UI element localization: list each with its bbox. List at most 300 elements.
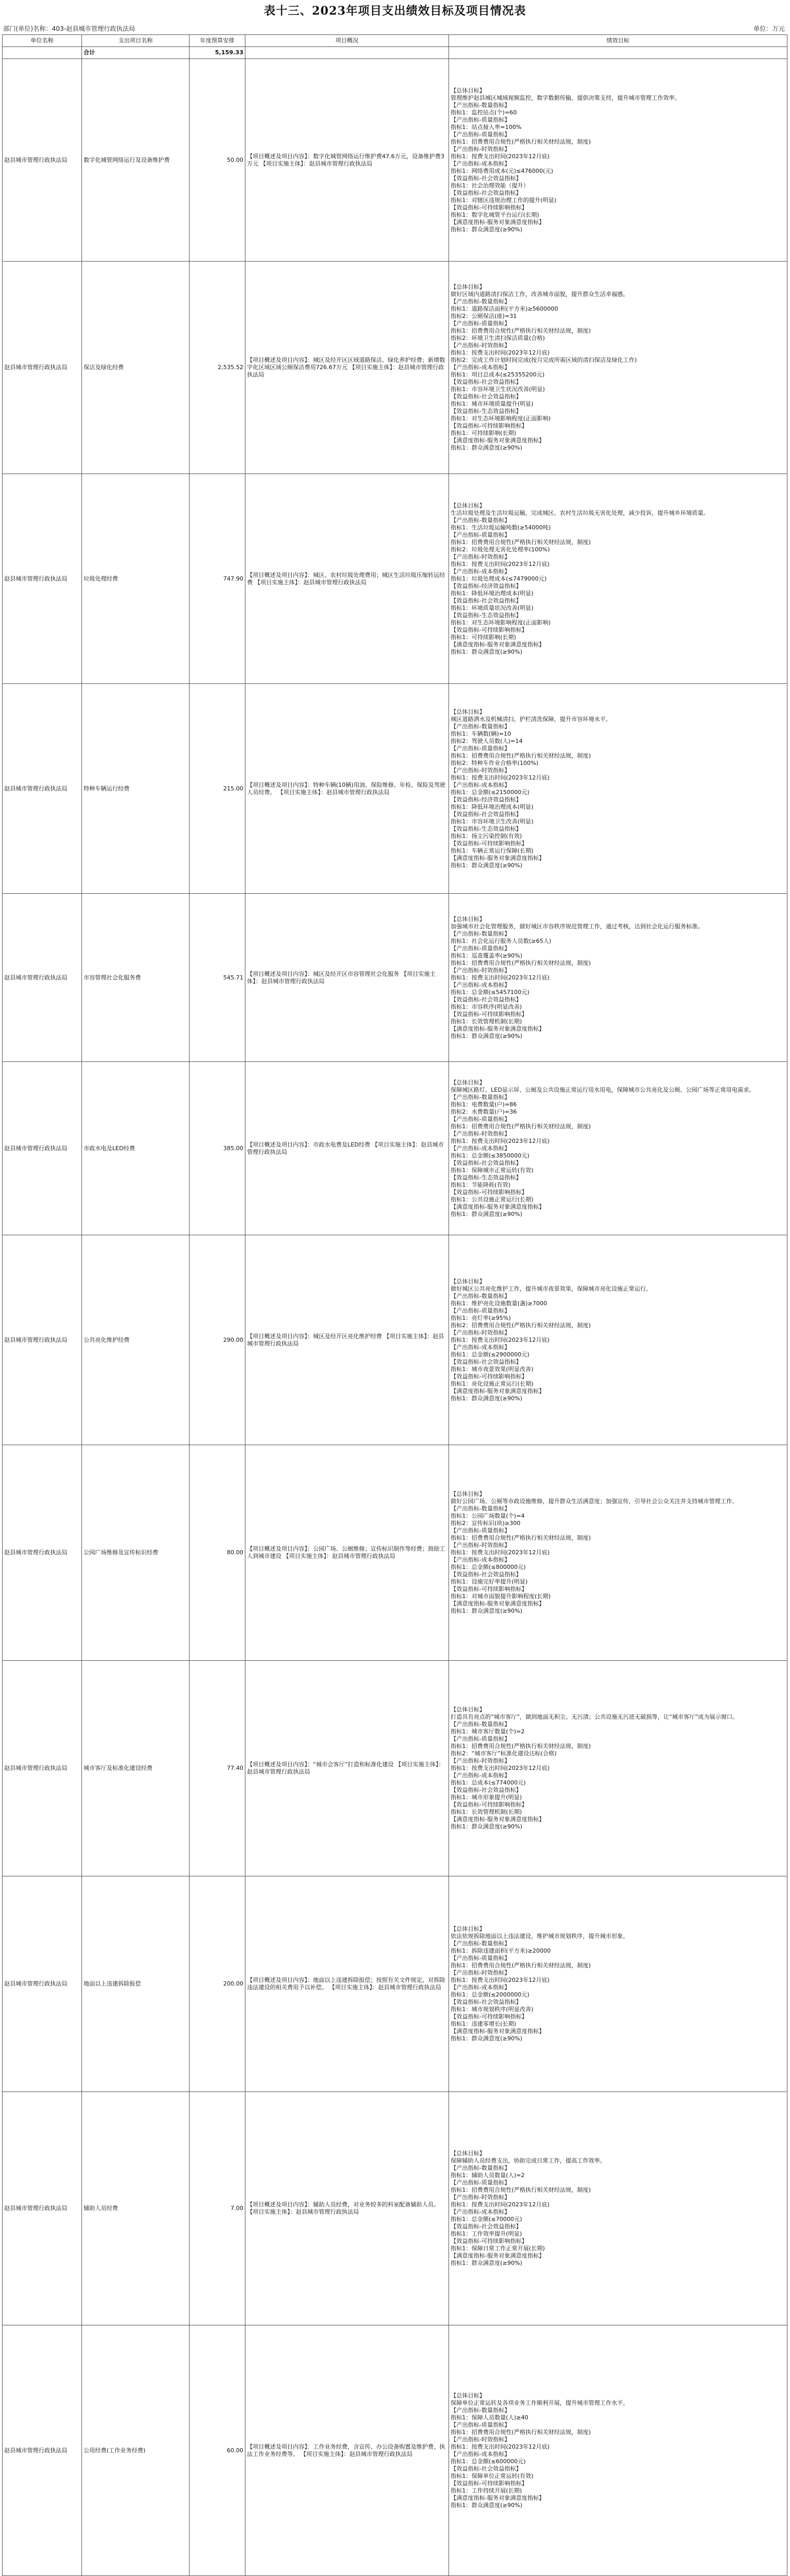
project-overview-cell: 【项目概述及项目内容】：城区及经开区亮化维护经费 【项目实施主体】：赵县城市管理行政执法局 (245, 1235, 449, 1445)
goal-line: 保障辅助人员经费支出，协助完成日常工作，提高工作效率。 (451, 2157, 606, 2164)
project-overview-cell: 【项目概述及项目内容】：城区及经开区市容管理社会化服务 【项目实施主体】：赵县城市管理行政执法局 (245, 894, 449, 1062)
goal-line: 【效益指标-生态效益指标】 (451, 825, 522, 832)
goal-line: 【产出指标-质量指标】 (451, 116, 510, 123)
goal-line: 指标1：群众满意度(≥90%) (451, 444, 523, 451)
goal-line: 指标1：生活垃圾运输吨数(≥54000吨) (451, 524, 551, 531)
goal-line: 【产出指标-数量指标】 (451, 1940, 510, 1947)
budget-cell: 7.00 (190, 2092, 245, 2325)
goal-line: 指标1：社会治理效能（提升） (451, 182, 529, 189)
goal-line: 指标1：电费数量(户)=86 (451, 1101, 517, 1108)
total-desc-cell (245, 47, 449, 59)
goal-line: 【产出指标-质量指标】 (451, 2421, 510, 2428)
goal-line: 指标1：垃圾处理成本(≤7479000元) (451, 575, 547, 582)
goal-line: 指标2：宣传标识(块)≥300 (451, 1520, 521, 1527)
project-name-cell: 保洁及绿化经费 (82, 262, 190, 474)
goal-line: 指标1：工作效率提升(明显) (451, 2230, 522, 2237)
table-row (3, 59, 787, 262)
goal-line: 【产出指标-数量指标】 (451, 1292, 510, 1299)
goal-line: 指标1：市容环境卫生改善(明显) (451, 818, 534, 825)
goal-line: 【效益指标-可持续影响指标】 (451, 1188, 527, 1196)
goal-line: 指标1：长效管理机制(长期) (451, 1018, 522, 1025)
goal-line: 指标1：群众满意度(≥90%) (451, 1823, 523, 1830)
goal-line: 【效益指标-可持续影响指标】 (451, 1373, 527, 1380)
table-row (3, 1235, 787, 1445)
project-name-cell: 市政水电及LED经费 (82, 1062, 190, 1235)
total-amount: 5,159.33 (190, 47, 245, 59)
goal-line: 【满意度指标-服务对象满意度指标】 (451, 1387, 545, 1395)
budget-cell: 545.71 (190, 894, 245, 1062)
goal-line: 指标1：城市环境质量提升(明显) (451, 400, 534, 407)
goal-line: 指标1：总金额(≤2900000元) (451, 1351, 529, 1358)
goal-line: 指标1：对辖区违规治理工作的提升(明显) (451, 196, 557, 204)
goal-line: 【产出指标-数量指标】 (451, 2165, 510, 2171)
goal-line: 指标1：节能降耗(有效) (451, 1181, 511, 1188)
unit-name-cell: 赵县城市管理行政执法局 (3, 1062, 82, 1235)
goal-line: 指标1：招费费用合规性(严格执行相关财经法规，制度) (451, 138, 591, 145)
goal-line: 指标1：对城市面貌提升影响程度(长期) (451, 1593, 551, 1600)
goal-line: 【产出指标-时效指标】 (451, 1969, 510, 1976)
goal-line: 【总体目标】 (451, 502, 485, 509)
goal-line: 【效益指标-可持续影响指标】 (451, 204, 527, 211)
goal-line: 指标1：按费支出时间(2023年12月底) (451, 1549, 550, 1556)
goal-line: 指标1：城市客厅数量(个)=2 (451, 1728, 525, 1735)
goal-line: 指标1：招费费用合规性(严格执行相关财经法规，制度) (451, 538, 591, 546)
goal-line: 【产出指标-数量指标】 (451, 298, 510, 305)
goal-line: 指标1：群众满意度(≥90%) (451, 1395, 523, 1402)
goal-line: 指标2：招费费用合规性(严格执行相关财经法规，制度) (451, 1321, 591, 1329)
performance-goal-cell (449, 1445, 787, 1661)
unit-name-cell: 赵县城市管理行政执法局 (3, 59, 82, 262)
goal-line: 指标2：垃圾处理无害化处理率(100%) (451, 546, 550, 553)
budget-cell: 60.00 (190, 2325, 245, 2576)
goal-line: 指标1：可持续影响(长期) (451, 430, 516, 436)
goal-line: 【效益指标-社会效益指标】 (451, 996, 522, 1003)
goal-line: 【效益指标-可持续影响指标】 (451, 626, 527, 633)
total-goal-cell (449, 47, 787, 59)
goal-line: 【总体目标】 (451, 2150, 485, 2157)
goal-line: 指标1：群众满意度(≥90%) (451, 2035, 523, 2042)
unit-name-cell: 赵县城市管理行政执法局 (3, 1235, 82, 1445)
goal-line: 【效益指标-社会效益指标】 (451, 2465, 522, 2472)
goal-line: 指标1：按费支出时间(2023年12月底) (451, 560, 550, 568)
table-row (3, 1062, 787, 1235)
goal-line: 指标1：总金额(≤2150000元) (451, 788, 529, 796)
column-header: 项目概况 (245, 35, 449, 47)
goal-line: 指标1：工作持续开展(长期) (451, 2487, 522, 2494)
goal-line: 指标1：招费费用合规性(严格执行相关财经法规，制度) (451, 1534, 591, 1541)
unit-name-cell: 赵县城市管理行政执法局 (3, 474, 82, 684)
column-header: 绩效目标 (449, 35, 787, 47)
goal-line: 保障城区路灯、LED显示屏、公厕及公共设施正常运行用水用电，保障城市公共亮化及公厕、公园广场等正常用电需求。 (451, 1086, 755, 1093)
project-name-cell: 公园广场维修及宣传标识经费 (82, 1445, 190, 1661)
goal-line: 【产出指标-质量指标】 (451, 1735, 510, 1742)
goal-line: 指标2：公厕保洁(座)=31 (451, 313, 517, 320)
goal-line: 指标2：完成工作计划时间完成(按月完成所需区域的清扫保洁及绿化工作) (451, 357, 637, 363)
project-overview-cell: 【项目概述及项目内容】：城区及经开区区域道路保洁、绿化养护经费；新增数字化区域区域公厕保洁费用726.67万元 【项目实施主体】：赵县城市管理行政执法局 (245, 262, 449, 474)
goal-line: 【效益指标-社会效益指标】 (451, 379, 522, 385)
goal-line: 做好城区公共亮化维护工作，提升城市夜景效果，保障城市亮化设施正常运行。 (451, 1285, 652, 1292)
goal-line: 【产出指标-质量指标】 (451, 745, 510, 752)
goal-line: 保障单位正常运转及各项业务工作顺利开展，提升城市管理工作水平。 (451, 2399, 629, 2406)
project-overview-cell: 【项目概述及项目内容】：“城市会客厅”打造和标准化建设 【项目实施主体】：赵县城市管理行政执法局 (245, 1661, 449, 1876)
goal-line: 【效益指标-可持续影响指标】 (451, 2238, 527, 2244)
goal-line: 指标1：按费支出时间(2023年12月底) (451, 152, 550, 160)
goal-line: 【满意度指标-服务对象满意度指标】 (451, 2028, 545, 2035)
project-name-cell: 公用经费(工作业务经费) (82, 2325, 190, 2576)
goal-line: 指标1：总金额(≤70000元) (451, 2216, 522, 2223)
project-name-cell: 数字化城管网络运行及设备维护费 (82, 59, 190, 262)
goal-line: 指标1：项目总成本(≤25355200元) (451, 371, 545, 378)
goal-line: 指标1：车辆数(辆)=10 (451, 730, 511, 737)
goal-line: 【产出指标-时效指标】 (451, 342, 510, 349)
performance-goal-cell (449, 894, 787, 1062)
goal-line: 指标1：车辆正常运行保障(长期) (451, 847, 534, 854)
project-name-cell: 地面以上违建拆除报偿 (82, 1876, 190, 2092)
goal-line: 指标1：总金额(≤600000元) (451, 2457, 526, 2465)
goal-line: 管理维护赵县城区城域视频监控，数字数据传输，提供决策支持，提升城市管理工作效率。 (451, 94, 680, 101)
goal-line: 依法依规拆除地面以上违法建设，维护城市规划秩序，提升城市形象。 (451, 1933, 629, 1940)
goal-line: 指标1：公共设施正常运行(长期) (451, 1196, 534, 1203)
goal-line: 指标1：设施完好率提升(明显) (451, 1578, 528, 1585)
goal-line: 【产出指标-质量指标】 (451, 1955, 510, 1961)
goal-line: 【产出指标-成本指标】 (451, 160, 510, 167)
goal-line: 指标1：招费费用合规性(严格执行相关财经法规，制度) (451, 1962, 591, 1969)
goal-line: 【产出指标-质量指标】 (451, 2179, 510, 2186)
goal-line: 指标1：按费支出时间(2023年12月底) (451, 2201, 550, 2208)
goal-line: 【效益指标-生态效益指标】 (451, 611, 522, 619)
goal-line: 【产出指标-数量指标】 (451, 723, 510, 730)
goal-line: 指标1：降低环境治理成本(明显) (451, 589, 534, 597)
budget-cell: 290.00 (190, 1235, 245, 1445)
goal-line: 【产出指标-质量指标】 (451, 1527, 510, 1534)
goal-line: 指标1：招费费用合规性(严格执行相关财经法规，制度) (451, 327, 591, 334)
goal-line: 【效益指标-社会效益指标】 (451, 1787, 522, 1793)
unit-name-cell: 赵县城市管理行政执法局 (3, 894, 82, 1062)
table-row (3, 1661, 787, 1876)
goal-line: 【效益指标-社会效益指标】 (451, 597, 522, 604)
goal-line: 指标1：总金额(≤5457100元) (451, 988, 529, 996)
goal-line: 指标2：“城市客厅”标准化建设达标(合格) (451, 1750, 557, 1757)
goal-line: 【总体目标】 (451, 2392, 485, 2399)
goal-line: 【产出指标-时效指标】 (451, 145, 510, 152)
goal-line: 【效益指标-可持续影响指标】 (451, 1801, 527, 1808)
goal-line: 【产出指标-数量指标】 (451, 1505, 510, 1512)
goal-line: 【产出指标-质量指标】 (451, 1115, 510, 1122)
goal-line: 【产出指标-数量指标】 (451, 1721, 510, 1728)
goal-line: 【产出指标-质量指标】 (451, 944, 510, 952)
unit-name-cell: 赵县城市管理行政执法局 (3, 2325, 82, 2576)
goal-line: 指标1：按费支出时间(2023年12月底) (451, 1977, 550, 1983)
goal-line: 做好区域内道路清扫保洁工作，改善城市面貌，提升群众生活幸福感。 (451, 291, 629, 298)
goal-line: 指标1：总金额(≤3850000元) (451, 1152, 529, 1159)
goal-line: 指标1：巡查覆盖率(≥90%) (451, 952, 523, 959)
goal-line: 【总体目标】 (451, 915, 485, 923)
goal-line: 指标1：总金额(≤2000000元) (451, 1991, 529, 1998)
budget-cell: 747.90 (190, 474, 245, 684)
goal-line: 指标1：招费费用合规性(严格执行相关财经法规，制度) (451, 959, 591, 966)
goal-line: 【产出指标-时效指标】 (451, 2194, 510, 2201)
total-unit-cell (3, 47, 82, 59)
project-overview-cell: 【项目概述及项目内容】：城区、农村垃圾处理费用；城区生活垃圾压缩转运经费 【项目实施主体】：赵县城市管理行政执法局 (245, 474, 449, 684)
goal-line: 【产出指标-成本指标】 (451, 2450, 510, 2457)
table-row (3, 2092, 787, 2325)
goal-line: 【效益指标-社会效益指标】 (451, 174, 522, 182)
goal-line: 【满意度指标-服务对象满意度指标】 (451, 1600, 545, 1607)
budget-cell: 80.00 (190, 1445, 245, 1661)
goal-line: 【产出指标-成本指标】 (451, 781, 510, 788)
performance-goal-cell (449, 474, 787, 684)
goal-line: 指标1：群众满意度(≥90%) (451, 648, 523, 655)
goal-line: 【产出指标-质量指标】 (451, 1307, 510, 1314)
performance-goal-cell (449, 59, 787, 262)
goal-line: 【效益指标-经济效益指标】 (451, 582, 522, 589)
goal-line: 指标1：辅助人员数量(人)=2 (451, 2172, 525, 2179)
goal-line: 指标1：社会化运行服务人员数(≥65人) (451, 937, 551, 944)
goal-line: 【产出指标-成本指标】 (451, 1984, 510, 1991)
goal-line: 【效益指标-经济效益指标】 (451, 796, 522, 803)
goal-line: 【总体目标】 (451, 87, 485, 94)
goal-line: 指标1：保障城市正常运转(有效) (451, 1166, 534, 1174)
goal-line: 【产出指标-成本指标】 (451, 981, 510, 988)
goal-line: 【效益指标-社会效益指标】 (451, 1159, 522, 1166)
goal-line: 指标1：按费支出时间(2023年12月底) (451, 774, 550, 781)
goal-line: 【效益指标-社会效益指标】 (451, 189, 522, 196)
goal-line: 指标1：维护亮化设施数量(盏)≥7000 (451, 1299, 547, 1307)
goal-line: 【产出指标-成本指标】 (451, 2208, 510, 2215)
goal-line: 指标1：按费支出时间(2023年12月底) (451, 1765, 550, 1771)
department-label: 部门(单位)名称：403-赵县城市管理行政执法局 (3, 25, 135, 32)
goal-line: 【效益指标-社会效益指标】 (451, 2223, 522, 2230)
performance-goal-cell (449, 1661, 787, 1876)
goal-line: 指标2：水费数量(户)=36 (451, 1108, 517, 1115)
goal-line: 指标2：特种车作业合格率(100%) (451, 759, 539, 766)
project-name-cell: 特种车辆运行经费 (82, 684, 190, 894)
budget-cell: 215.00 (190, 684, 245, 894)
goal-line: 【效益指标-可持续影响指标】 (451, 1010, 527, 1018)
performance-table (2, 34, 787, 2576)
goal-line: 指标1：公园广场数量(个)=4 (451, 1512, 525, 1519)
goal-line: 【满意度指标-服务对象满意度指标】 (451, 218, 545, 226)
goal-line: 【产出指标-数量指标】 (451, 1093, 510, 1101)
goal-line: 【产出指标-成本指标】 (451, 1772, 510, 1779)
goal-line: 【产出指标-数量指标】 (451, 516, 510, 524)
goal-line: 【满意度指标-服务对象满意度指标】 (451, 2494, 545, 2501)
goal-line: 【效益指标-可持续影响指标】 (451, 422, 527, 429)
goal-line: 【产出指标-时效指标】 (451, 553, 510, 560)
goal-line: 【产出指标-数量指标】 (451, 930, 510, 937)
goal-line: 指标1：数字化城管平台运行(长期) (451, 211, 539, 218)
goal-line: 城区道路洒水及机械清扫，护栏清洗保障，提升市容环境水平。 (451, 715, 611, 723)
goal-line: 指标1：保障日常工作正常开展(长期) (451, 2245, 545, 2252)
goal-line: 【效益指标-社会效益指标】 (451, 1999, 522, 2005)
goal-line: 【产出指标-时效指标】 (451, 966, 510, 974)
table-row (3, 474, 787, 684)
goal-line: 【产出指标-成本指标】 (451, 1556, 510, 1563)
goal-line: 【满意度指标-服务对象满意度指标】 (451, 1203, 545, 1210)
unit-name-cell: 赵县城市管理行政执法局 (3, 2092, 82, 2325)
goal-line: 指标1：群众满意度(≥90%) (451, 861, 523, 869)
project-overview-cell: 【项目概述及项目内容】：地面以上违建拆除报偿；按照有关文件规定，对拆除违法建设的相关费用予以补偿。 【项目实施主体】：赵县城市管理行政执法局 (245, 1876, 449, 2092)
goal-line: 【效益指标-可持续影响指标】 (451, 1586, 527, 1592)
goal-line: 【产出指标-质量指标】 (451, 531, 510, 538)
goal-line: 指标1：市容环境卫生状况改善(明显) (451, 386, 545, 393)
goal-line: 【满意度指标-服务对象满意度指标】 (451, 641, 545, 648)
goal-line: 指标1：对生态环境影响程度(正面影响) (451, 415, 551, 422)
goal-line: 指标1：站点接入率=100% (451, 123, 522, 131)
goal-line: 【产出指标-时效指标】 (451, 1329, 510, 1336)
goal-line: 生活垃圾处理及生活垃圾运输，完成城区、农村生活垃圾无害化处理，减少投诉，提升城乡环境质量。 (451, 509, 709, 516)
budget-cell: 77.40 (190, 1661, 245, 1876)
project-overview-cell: 【项目概述及项目内容】：市政水电费及LED经费 【项目实施主体】：赵县城市管理行政执法局 (245, 1062, 449, 1235)
goal-line: 【满意度指标-服务对象满意度指标】 (451, 1816, 545, 1823)
goal-line: 【效益指标-社会效益指标】 (451, 1358, 522, 1365)
project-name-cell: 公共亮化维护经费 (82, 1235, 190, 1445)
unit-name-cell: 赵县城市管理行政执法局 (3, 1661, 82, 1876)
performance-goal-cell (449, 2092, 787, 2325)
goal-line: 【总体目标】 (451, 1491, 485, 1497)
goal-line: 【产出指标-成本指标】 (451, 1343, 510, 1351)
project-name-cell: 市容管理社会化服务费 (82, 894, 190, 1062)
goal-line: 【效益指标-生态效益指标】 (451, 1174, 522, 1181)
goal-line: 指标1：按费支出时间(2023年12月底) (451, 1336, 550, 1343)
goal-line: 【总体目标】 (451, 1706, 485, 1713)
goal-line: 指标1：网络费用成本(元)≤476000(元) (451, 167, 553, 174)
goal-line: 指标1：招费费用合规性(严格执行相关财经法规，制度) (451, 2428, 591, 2436)
goal-line: 指标1：城市规划秩序(明显改善) (451, 2006, 534, 2013)
goal-line: 做好公园广场、公厕等市政设施维修，提升群众生活满意度；加强宣传，引导社会公众关注并支持城市管理工作。 (451, 1498, 738, 1505)
goal-line: 【总体目标】 (451, 1925, 485, 1932)
column-header: 支出项目名称 (82, 35, 190, 47)
goal-line: 【总体目标】 (451, 1079, 485, 1086)
goal-line: 指标1：群众满意度(≥90%) (451, 226, 523, 233)
goal-line: 指标1：招费费用合规性(严格执行相关财经法规，制度) (451, 1122, 591, 1130)
goal-line: 指标1：亮灯率(≥95%) (451, 1314, 511, 1321)
goal-line: 指标1：市容秩序(明显改善) (451, 1003, 522, 1010)
goal-line: 【产出指标-成本指标】 (451, 1144, 510, 1152)
goal-line: 【效益指标-社会效益指标】 (451, 1571, 522, 1578)
goal-line: 【产出指标-时效指标】 (451, 1757, 510, 1764)
goal-line: 指标1：按费支出时间(2023年12月底) (451, 974, 550, 981)
goal-line: 指标1：群众满意度(≥90%) (451, 1608, 523, 1614)
budget-cell: 50.00 (190, 59, 245, 262)
goal-line: 【产出指标-成本指标】 (451, 364, 510, 371)
goal-line: 【满意度指标-服务对象满意度指标】 (451, 1025, 545, 1032)
goal-line: 指标1：招费费用合规性(严格执行相关财经法规，制度) (451, 752, 591, 759)
goal-line: 【效益指标-社会效益指标】 (451, 393, 522, 400)
column-header: 单位名称 (3, 35, 82, 47)
goal-line: 【效益指标-可持续影响指标】 (451, 2013, 527, 2020)
table-row (3, 262, 787, 474)
goal-line: 指标1：违建零增长(长期) (451, 2020, 516, 2027)
goal-line: 【满意度指标-服务对象满意度指标】 (451, 437, 545, 444)
goal-line: 指标1：群众满意度(≥90%) (451, 2260, 523, 2266)
header-row (3, 35, 787, 47)
project-overview-cell: 【项目概述及项目内容】：数字化城管网络运行维护费47.6万元，设备维护费3万元 【项目实施主体】：赵县城市管理行政执法局 (245, 59, 449, 262)
goal-line: 【产出指标-时效指标】 (451, 2436, 510, 2443)
project-name-cell: 辅助人员经费 (82, 2092, 190, 2325)
goal-line: 指标1：拆除违建面积(平方米)≥20000 (451, 1947, 551, 1954)
goal-line: 【效益指标-生态效益指标】 (451, 408, 522, 415)
budget-cell: 385.00 (190, 1062, 245, 1235)
goal-line: 【总体目标】 (451, 283, 485, 290)
performance-goal-cell (449, 1235, 787, 1445)
project-name-cell: 城市客厅及标准化建设经费 (82, 1661, 190, 1876)
unit-label: 单位：万元 (753, 25, 785, 32)
total-row (3, 47, 787, 59)
goal-line: 指标1：长效管理机制(长期) (451, 1809, 522, 1815)
goal-line: 指标1：可持续影响(长期) (451, 633, 516, 641)
goal-line: 指标1：城市夜景效果(明显改善) (451, 1365, 534, 1373)
performance-goal-cell (449, 1062, 787, 1235)
goal-line: 指标1：群众满意度(≥90%) (451, 1210, 523, 1218)
goal-line: 指标2：驾驶人员数(人)=14 (451, 737, 523, 745)
project-name-cell: 垃圾处理经费 (82, 474, 190, 684)
project-overview-cell: 【项目概述及项目内容】：公园广场、公厕维修；宣传标识制作等经费；鼓励工人到城市建设 【项目实施主体】：赵县城市管理行政执法局 (245, 1445, 449, 1661)
goal-line: 【产出指标-数量指标】 (451, 101, 510, 109)
performance-goal-cell (449, 262, 787, 474)
goal-line: 【产出指标-质量指标】 (451, 320, 510, 327)
table-row (3, 1445, 787, 1661)
goal-line: 指标1：对生态环境影响程度(正面影响) (451, 619, 551, 626)
goal-line: 【产出指标-时效指标】 (451, 1130, 510, 1137)
table-row (3, 1876, 787, 2092)
goal-line: 指标1：监控站点(个)=60 (451, 109, 517, 116)
goal-line: 指标1：环境质量状况改善(明显) (451, 604, 534, 611)
goal-line: 加强城市社会化管理服务，做好城区市容秩序规范管理工作，通过考核，达到社会化运行服务标准。 (451, 923, 703, 930)
project-overview-cell: 【项目概述及项目内容】：工作业务经费，含宣传、办公设备购置及维护费、执法工作业务经费等。 【项目实施主体】：赵县城市管理行政执法局 (245, 2325, 449, 2576)
goal-line: 【总体目标】 (451, 708, 485, 715)
goal-line: 指标1：城市形象提升(明显) (451, 1794, 522, 1801)
table-row (3, 684, 787, 894)
unit-name-cell: 赵县城市管理行政执法局 (3, 1445, 82, 1661)
column-header: 年度预算安排 (190, 35, 245, 47)
total-label: 合计 (82, 47, 190, 59)
goal-line: 【产出指标-成本指标】 (451, 568, 510, 575)
goal-line: 打造具有亮点的“城市客厅”，做到地面无积尘、无污渍；公共设施无污迹无破损等，让“城市客厅”成为展示窗口。 (451, 1714, 738, 1720)
goal-line: 指标1：招费费用合规性(严格执行相关财经法规，制度) (451, 1743, 591, 1750)
unit-name-cell: 赵县城市管理行政执法局 (3, 262, 82, 474)
goal-line: 指标1：道路保洁面积(平方米)≥5600000 (451, 305, 558, 312)
goal-line: 【效益指标-可持续影响指标】 (451, 840, 527, 847)
goal-line: 指标1：群众满意度(≥90%) (451, 1032, 523, 1039)
goal-line: 指标1：按费支出时间(2023年12月底) (451, 1137, 550, 1144)
unit-name-cell: 赵县城市管理行政执法局 (3, 1876, 82, 2092)
goal-line: 【效益指标-可持续影响指标】 (451, 2479, 527, 2487)
performance-goal-cell (449, 684, 787, 894)
goal-line: 【产出指标-时效指标】 (451, 1542, 510, 1549)
budget-cell: 2,535.52 (190, 262, 245, 474)
project-overview-cell: 【项目概述及项目内容】：特种车辆(10辆)用油、保险维修、年检、保险及驾驶人员经费。 【项目实施主体】：赵县城市管理行政执法局 (245, 684, 449, 894)
goal-line: 指标1：保障单位正常运转(有效) (451, 2472, 534, 2479)
performance-goal-cell (449, 1876, 787, 2092)
unit-name-cell: 赵县城市管理行政执法局 (3, 684, 82, 894)
goal-line: 指标1：亮化设施正常运行(长期) (451, 1380, 534, 1387)
goal-line: 【总体目标】 (451, 1278, 485, 1285)
page-title: 表十三、2023年项目支出绩效目标及项目情况表 (264, 4, 526, 18)
goal-line: 指标2：环境卫生清扫保洁质量(合格) (451, 335, 545, 341)
goal-line: 指标1：按费支出时间(2023年12月底) (451, 2443, 550, 2450)
table-row (3, 894, 787, 1062)
goal-line: 指标1：扬尘污染控制(有效) (451, 832, 522, 840)
goal-line: 【产出指标-时效指标】 (451, 766, 510, 774)
goal-line: 【产出指标-质量指标】 (451, 131, 510, 138)
goal-line: 指标1：总成本(≤774000元) (451, 1779, 526, 1786)
goal-line: 【效益指标-社会效益指标】 (451, 810, 522, 818)
goal-line: 指标1：群众满意度(≥90%) (451, 2501, 523, 2509)
budget-cell: 200.00 (190, 1876, 245, 2092)
goal-line: 指标1：总金额(≤800000元) (451, 1564, 526, 1570)
goal-line: 【满意度指标-服务对象满意度指标】 (451, 854, 545, 861)
